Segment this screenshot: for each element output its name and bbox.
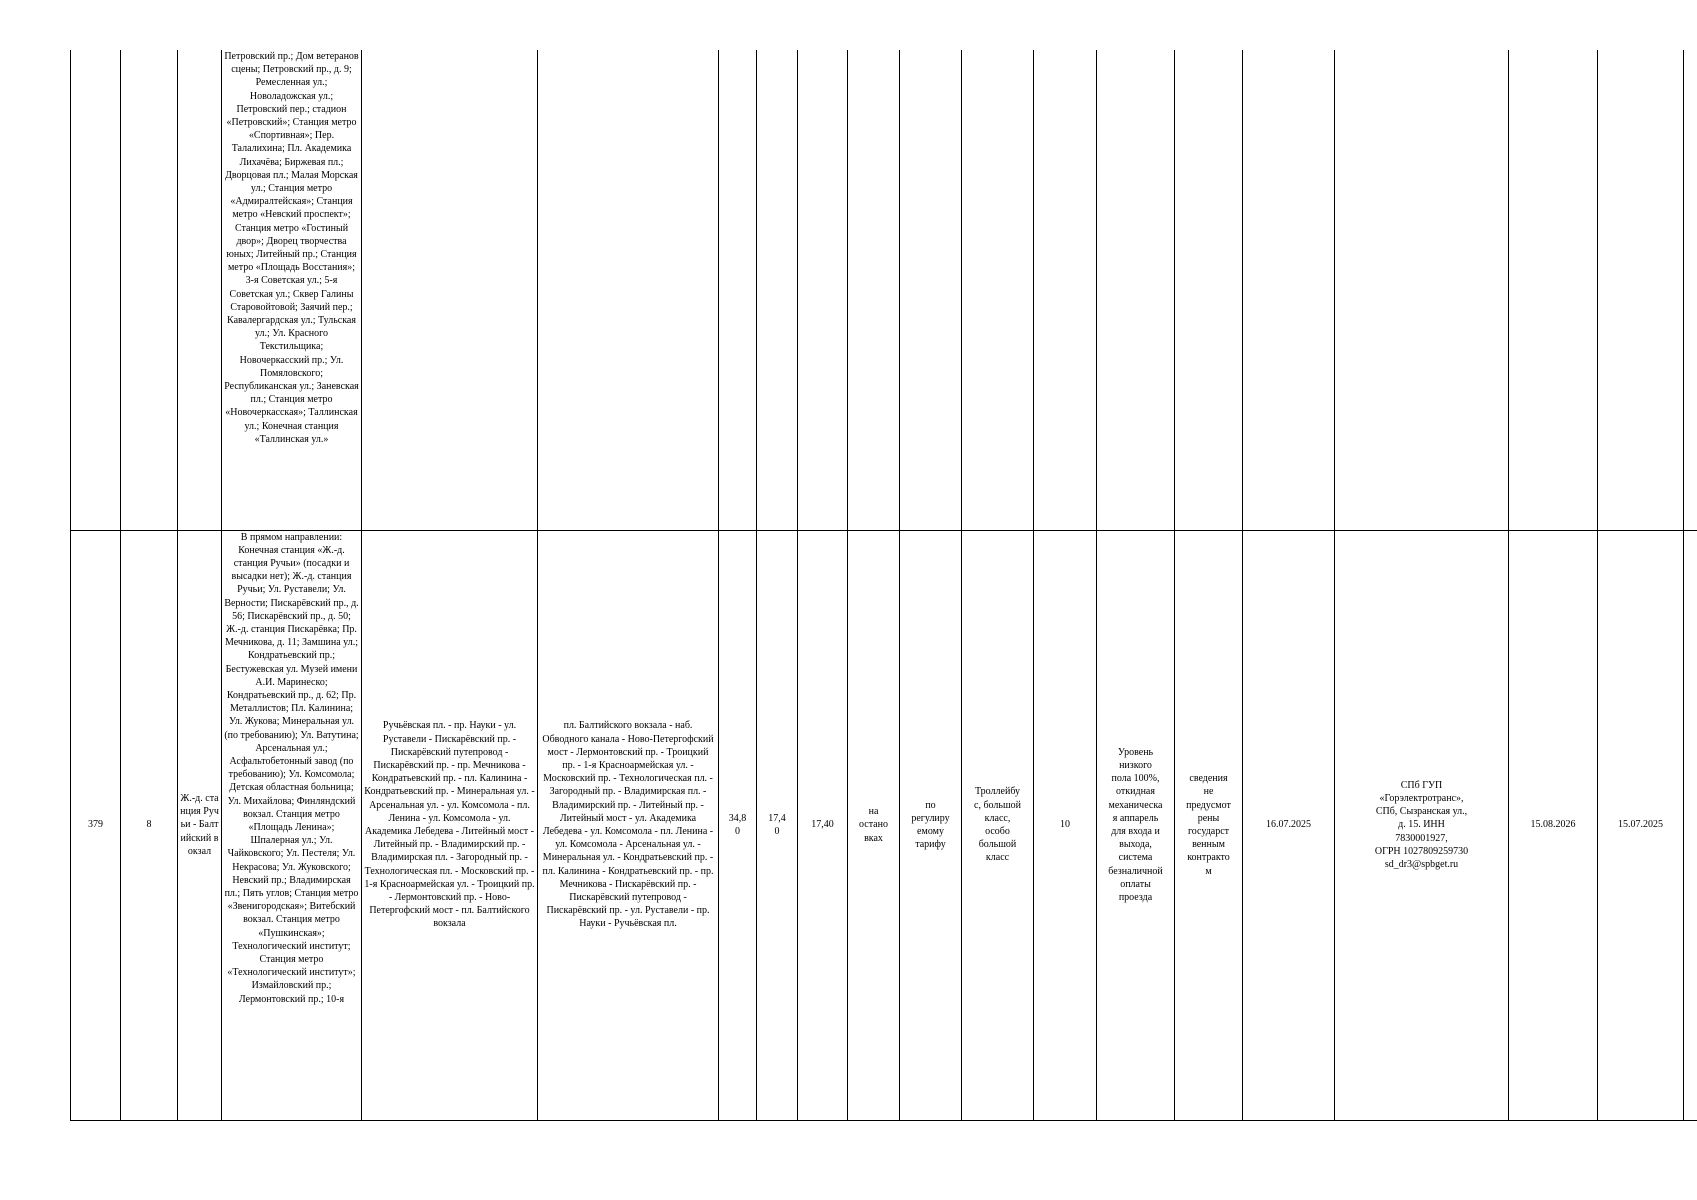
table-row <box>71 530 1697 1120</box>
cell-contract-date <box>1509 50 1598 530</box>
cell-vehicle-count: 10 <box>1034 530 1097 1120</box>
cell-carrier <box>1335 50 1509 530</box>
cell-length-total: 17,40 <box>798 530 848 1120</box>
cell-tariff-type: по регулиру емому тарифу <box>900 530 962 1120</box>
registry-table <box>70 50 1697 1121</box>
cell-start-date: 16.07.2025 <box>1243 530 1335 1120</box>
cell-carrier: СПб ГУП «Горэлектротранс», СПб, Сызранская ул., д. 15. ИНН 7830001927, ОГРН 1027809259730 sd_dr3@spbget.ru <box>1335 530 1509 1120</box>
cell-vehicle-features <box>1097 50 1175 530</box>
cell-stops <box>222 50 362 530</box>
cell-change-date: 15.07.2025 <box>1598 530 1684 1120</box>
cell-start-date <box>1243 50 1335 530</box>
cell-vehicle-class <box>962 50 1034 530</box>
cell-length-forward <box>719 50 757 530</box>
cell-streets-backward <box>538 50 719 530</box>
cell-streets-forward <box>362 50 538 530</box>
cell-contract-info: сведения не предусмот рены государст венным контракто м <box>1175 530 1243 1120</box>
cell-stop-order <box>848 50 900 530</box>
cell-length-forward: 34,8 0 <box>719 530 757 1120</box>
cell-reg-number: 379 <box>71 530 121 1120</box>
cell-route-name <box>178 50 222 530</box>
cell-notes <box>1684 50 1697 530</box>
cell-length-total <box>798 50 848 530</box>
table-row <box>71 50 1697 530</box>
cell-vehicle-features: Уровень низкого пола 100%, откидная механическа я аппарель для входа и выхода, система безналичной оплаты проезда <box>1097 530 1175 1120</box>
cell-route-number: 8 <box>121 530 178 1120</box>
cell-route-name: Ж.-д. станция Ручьи - Балтийский вокзал <box>178 530 222 1120</box>
stops-text: Петровский пр.; Дом ветеранов сцены; Петровский пр., д. 9; Ремесленная ул.; Новоладожская ул.; Петровский пер.; стадион «Петровский»; Станция метро «Спортивная»; Пер. Талалихина; Пл. Академика Лихачёва; Биржевая пл.; Дворцовая пл.; Малая Морская ул.; Станция метро «Адмиралтейская»; Станция метро «Невский проспект»; Станция метро «Гостиный двор»; Дворец творчества юных; Литейный пр.; Станция метро «Площадь Восстания»; 3-я Советская ул.; 5-я Советская ул.; Сквер Галины Старовойтовой; Заячий пер.; Кавалергардская ул.; Тульская ул.; Ул. Красного Текстильщика; Новочеркасский пр.; Ул. Помяловского; Республиканская ул.; Заневская пл.; Станция метро «Новочеркасская»; Таллинская ул.; Конечная станция «Таллинская ул.» <box>224 51 359 445</box>
cell-notes <box>1684 530 1697 1120</box>
stops-text: В прямом направлении: Конечная станция «Ж.-д. станция Ручьи» (посадки и высадки нет); Ж.-д. станция Ручьи; Ул. Руставели; Ул. Верности; Пискарёвский пр., д. 56; Пискарёвский пр., д. 50; Ж.-д. станция Пискарёвка; Пр. Мечникова, д. 11; Замшина ул.; Кондратьевский пр.; Бестужевская ул. Музей имени А.И. Маринеско; Кондратьевский пр., д. 62; Пр. Металлистов; Пл. Калинина; Ул. Жукова; Минеральная ул. (по требованию); Ул. Ватутина; Арсенальная ул.; Асфальтобетонный завод (по требованию); Ул. Комсомола; Детская областная больница; Ул. Михайлова; Финляндский вокзал. Станция метро «Площадь Ленина»; Шпалерная ул.; Ул. Чайковского; Ул. Пестеля; Ул. Некрасова; Ул. Жуковского; Невский пр.; Владимирская пл.; Пять углов; Станция метро «Звенигородская»; Витебский вокзал. Станция метро «Пушкинская»; Технологический институт; Станция метро «Технологический институт»; Измайловский пр.; Лермонтовский пр.; 10-я <box>224 531 359 1005</box>
cell-reg-number <box>71 50 121 530</box>
cell-length-backward: 17,4 0 <box>757 530 798 1120</box>
cell-stop-order: на остано вках <box>848 530 900 1120</box>
cell-change-date <box>1598 50 1684 530</box>
cell-vehicle-count <box>1034 50 1097 530</box>
cell-stops <box>222 530 362 1120</box>
cell-length-backward <box>757 50 798 530</box>
cell-route-number <box>121 50 178 530</box>
cell-vehicle-class: Троллейбу с, большой класс, особо большой класс <box>962 530 1034 1120</box>
cell-contract-info <box>1175 50 1243 530</box>
cell-contract-date: 15.08.2026 <box>1509 530 1598 1120</box>
cell-streets-backward: пл. Балтийского вокзала - наб. Обводного канала - Ново-Петергофский мост - Лермонтовский пр. - Троицкий пр. - 1-я Красноармейская ул. - Московский пр. - Технологическая пл. - Загородный пр. - Владимирская пл. - Владимирский пр. - Литейный пр. - Литейный мост - ул. Академика Лебедева - ул. Комсомола - пл. Ленина - ул. Комсомола - Арсенальная ул. - Минеральная ул. - Кондратьевский пр. - пл. Калинина - Кондратьевский пр. - пр. Мечникова - Пискарёвский пр. - Пискарёвский путепровод - Пискарёвский пр. - ул. Руставели - пр. Науки - Ручьёвская пл. <box>538 530 719 1120</box>
cell-streets-forward: Ручьёвская пл. - пр. Науки - ул. Руставели - Пискарёвский пр. - Пискарёвский путепровод - Пискарёвский пр. - пр. Мечникова - Кондратьевский пр. - пл. Калинина - Кондратьевский пр. - Минеральная ул. - Арсенальная ул. - ул. Комсомола - пл. Ленина - ул. Комсомола - ул. Академика Лебедева - Литейный мост - Литейный пр. - Владимирский пр. - Владимирская пл. - Загородный пр. - Технологическая пл. - Московский пр. - 1-я Красноармейская ул. - Троицкий пр. - Лермонтовский пр. - Ново-Петергофский мост - пл. Балтийского вокзала <box>362 530 538 1120</box>
cell-tariff-type <box>900 50 962 530</box>
